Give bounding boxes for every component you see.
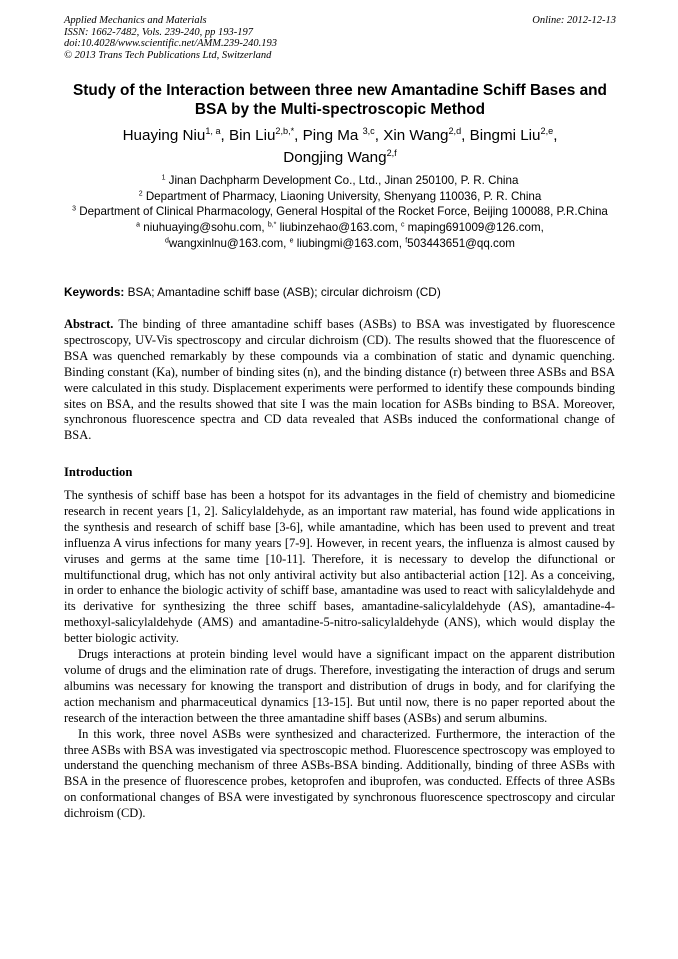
author-name: Bin Liu (228, 127, 276, 144)
email-sup: d (165, 237, 169, 245)
copyright-line: © 2013 Trans Tech Publications Ltd, Switzerland (64, 49, 272, 61)
email-link[interactable]: 503443651@qq.com (407, 236, 515, 250)
author-sup: 2,e (540, 126, 554, 137)
keywords (64, 285, 616, 300)
email-link[interactable]: liubinzehao@163.com (279, 221, 395, 235)
email-sup: b,* (267, 221, 277, 229)
author-sup: 3,c (362, 126, 375, 137)
affiliation-1 (62, 173, 618, 189)
doi-line[interactable]: doi:10.4028/www.scientific.net/AMM.239-240.193 (64, 38, 277, 50)
abstract-label: Abstract. (64, 317, 114, 331)
affiliation-sup: 3 (72, 205, 76, 213)
email-sup: c (400, 221, 405, 229)
affiliation-sup: 2 (138, 190, 143, 198)
author-name: Xin Wang (383, 127, 449, 144)
abstract (64, 317, 615, 444)
author-line-1: Huaying Niu$^{1, a}$, Bin Liu$^{2,b,*}$, Ping Ma $^{3,c}$, Xin Wang$^{2,d}$, Bingmi Liu$^{2,e}$, (122, 126, 558, 144)
issn-line: ISSN: 1662-7482, Vols. 239-240, pp 193-197 (64, 26, 253, 38)
online-date: Online: 2012-12-13 (532, 15, 616, 26)
author-line-2 (60, 147, 620, 169)
affiliation-text: Department of Pharmacy, Liaoning University, Shenyang 110036, P. R. China (145, 189, 542, 203)
email-sup: a (136, 221, 141, 229)
paper-title: Study of the Interaction between three new Amantadine Schiff Bases and BSA by the Multi-spectroscopic Method (73, 82, 607, 118)
affiliation-text: Department of Clinical Pharmacology, General Hospital of the Rocket Force, Beijing 100088, P.R.China (79, 205, 608, 219)
author-sup: 2,b,* (275, 126, 295, 137)
affiliation-text: Jinan Dachpharm Development Co., Ltd., Jinan 250100, P. R. China (168, 174, 519, 187)
author-name: Ping Ma (302, 127, 359, 144)
author-name: Bingmi Liu (469, 127, 541, 144)
introduction-body (64, 488, 615, 822)
affiliations (62, 173, 618, 252)
affiliation-3 (62, 204, 618, 220)
journal-name: Applied Mechanics and Materials (64, 15, 207, 26)
author-name: Dongjing Wang (283, 149, 387, 166)
email-sup: e (289, 237, 294, 245)
affiliation-sup: 1 (161, 174, 166, 182)
intro-paragraph: In this work, three novel ASBs were synthesized and characterized. Furthermore, the interaction of the three ASBs with BSA was investigated via spectroscopic method. Fluorescence spectroscopy was employed to understand the quenching mechanism of three ASBs-BSA binding. Additionally, binding of three ASBs with BSA in the presence of fluorescence probes, ketoprofen and ibuprofen, was conducted. Effects of three ASBs on conformational changes of BSA were investigated by synchronous fluorescence spectroscopy and circular dichroism (CD). (64, 726, 615, 821)
affiliation-2 (62, 189, 618, 205)
keywords-text: BSA; Amantadine schiff base (ASB); circular dichroism (CD) (127, 285, 441, 299)
author-sup: 2,d (448, 126, 462, 137)
email-link[interactable]: liubingmi@163.com (296, 236, 399, 250)
journal-header (64, 15, 616, 61)
author-name: Huaying Niu (122, 127, 206, 144)
email-link[interactable]: niuhuaying@sohu.com (143, 221, 262, 235)
abstract-text: The binding of three amantadine schiff bases (ASBs) to BSA was investigated by fluorescence spectroscopy, UV-Vis spectroscopy and circular dichroism (CD). The results showed that the fluorescence of BSA was quenched remarkably by these compounds via a combination of static and dynamic quenching. Binding constant (Ka), number of binding sites (n), and the binding distance (r) between three ASBs and BSA were calculated in this study. Displacement experiments were performed to identify these compounds binding sites on BSA, and the results showed that site I was the main location for ASBs binding to BSA. Moreover, synchronous fluorescence spectra and CD data revealed that ASBs induced the conformational change of BSA. (64, 317, 615, 443)
email-sup: f (405, 237, 408, 245)
keywords-label: Keywords: (64, 285, 125, 299)
email-line-1: $^a$ niuhuaying@sohu.com, $^{b,*}$ liubinzehao@163.com, $^c$ maping691009@126.com, (136, 221, 544, 235)
author-sup: 2,f (386, 148, 397, 159)
email-link[interactable]: wangxinlnu@163.com (168, 236, 284, 250)
email-link[interactable]: maping691009@126.com (407, 221, 541, 235)
section-heading-introduction: Introduction (64, 465, 133, 479)
intro-paragraph: The synthesis of schiff base has been a hotspot for its advantages in the field of chemistry and biomedicine research in recent years [1, 2]. Salicylaldehyde, as an important raw material, has found wide applications in the synthesis and research of schiff base [3-6], while amantadine, which has been used to prevent and treat influenza A virus infections for many years [7-9]. However, in recent years, the influenza is almost caused by viruses and germs at the same time [10-11]. Therefore, it is necessary to develop the difunctional or multifunctional drug, which has not only antiviral activity but also antibacterial action [12]. As a conceiving, in order to enhance the biologic activity of schiff base, amantadine was used to react with salicylaldehyde and its derivative for synthesizing the three schiff bases, amantadine-salicylaldehyde (AS), amantadine-4-methoxyl-salicylaldehyde (AMS) and amantadine-5-nitro-salicylaldehyde (ANS), which would display the better biologic activity. (64, 488, 615, 646)
email-line-2: $^d$wangxinlnu@163.com, $^e$ liubingmi@163.com, $^f$503443651@qq.com (165, 236, 515, 250)
author-sup: 1, a (205, 126, 221, 137)
intro-paragraph: Drugs interactions at protein binding level would have a significant impact on the apparent distribution volume of drugs and the elimination rate of drugs. Therefore, investigating the interaction of drugs and serum albumins was necessary for knowing the transport and distribution of drugs in body, and for clarifying the action mechanism and pharmaceutical dynamics [13-15]. But until now, there is no paper reported about the research of the interaction between the three amantadine shiff bases (ASBs) and serum albumins. (64, 647, 615, 725)
author-list (60, 125, 620, 169)
